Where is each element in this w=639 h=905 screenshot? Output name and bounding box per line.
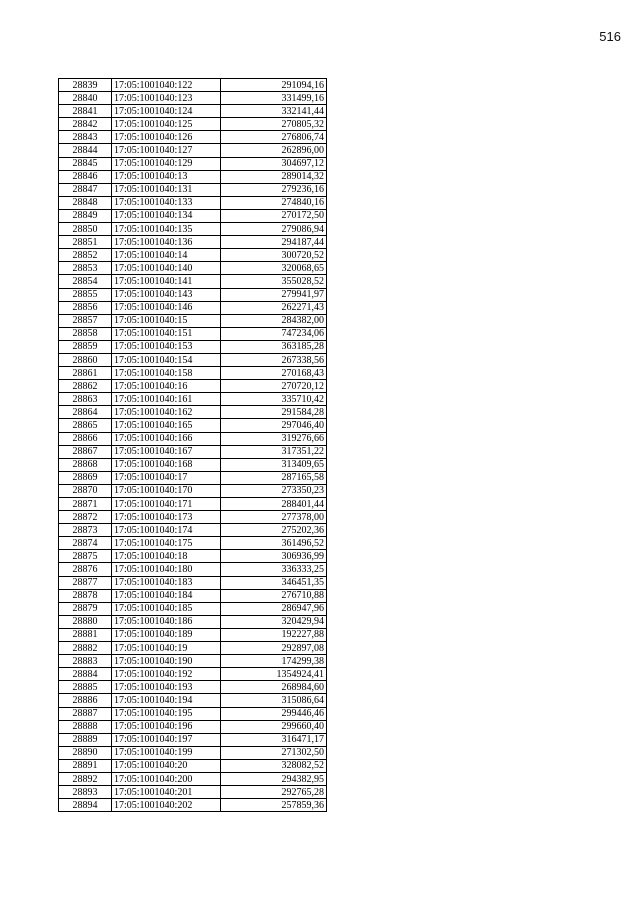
value-cell: 279236,16 bbox=[221, 183, 327, 196]
table-row bbox=[59, 668, 327, 681]
table-row bbox=[59, 79, 327, 92]
value-cell: 284382,00 bbox=[221, 314, 327, 327]
row-id-cell: 28845 bbox=[59, 157, 112, 170]
cadastral-number-cell: 17:05:1001040:190 bbox=[112, 655, 221, 668]
table-row bbox=[59, 367, 327, 380]
cadastral-number-cell: 17:05:1001040:189 bbox=[112, 628, 221, 641]
value-cell: 319276,66 bbox=[221, 432, 327, 445]
value-cell: 288401,44 bbox=[221, 498, 327, 511]
cadastral-number-cell: 17:05:1001040:136 bbox=[112, 236, 221, 249]
row-id-cell: 28875 bbox=[59, 550, 112, 563]
row-id-cell: 28866 bbox=[59, 432, 112, 445]
value-cell: 346451,35 bbox=[221, 576, 327, 589]
table-row bbox=[59, 393, 327, 406]
table-row bbox=[59, 262, 327, 275]
cadastral-number-cell: 17:05:1001040:167 bbox=[112, 445, 221, 458]
cadastral-number-cell: 17:05:1001040:140 bbox=[112, 262, 221, 275]
table-row bbox=[59, 419, 327, 432]
row-id-cell: 28861 bbox=[59, 367, 112, 380]
cadastral-number-cell: 17:05:1001040:171 bbox=[112, 498, 221, 511]
table-row bbox=[59, 484, 327, 497]
value-cell: 267338,56 bbox=[221, 353, 327, 366]
row-id-cell: 28865 bbox=[59, 419, 112, 432]
value-cell: 355028,52 bbox=[221, 275, 327, 288]
row-id-cell: 28850 bbox=[59, 223, 112, 236]
table-row bbox=[59, 249, 327, 262]
cadastral-number-cell: 17:05:1001040:196 bbox=[112, 720, 221, 733]
row-id-cell: 28891 bbox=[59, 759, 112, 772]
cadastral-number-cell: 17:05:1001040:18 bbox=[112, 550, 221, 563]
row-id-cell: 28869 bbox=[59, 471, 112, 484]
row-id-cell: 28854 bbox=[59, 275, 112, 288]
row-id-cell: 28871 bbox=[59, 498, 112, 511]
cadastral-number-cell: 17:05:1001040:13 bbox=[112, 170, 221, 183]
cadastral-number-cell: 17:05:1001040:134 bbox=[112, 209, 221, 222]
cadastral-number-cell: 17:05:1001040:195 bbox=[112, 707, 221, 720]
table-row bbox=[59, 340, 327, 353]
value-cell: 328082,52 bbox=[221, 759, 327, 772]
value-cell: 275202,36 bbox=[221, 524, 327, 537]
value-cell: 336333,25 bbox=[221, 563, 327, 576]
table-row bbox=[59, 196, 327, 209]
table-row bbox=[59, 786, 327, 799]
table-row bbox=[59, 275, 327, 288]
table-row bbox=[59, 236, 327, 249]
cadastral-number-cell: 17:05:1001040:201 bbox=[112, 786, 221, 799]
table-row bbox=[59, 524, 327, 537]
value-cell: 289014,32 bbox=[221, 170, 327, 183]
table-row bbox=[59, 183, 327, 196]
value-cell: 299446,46 bbox=[221, 707, 327, 720]
row-id-cell: 28857 bbox=[59, 314, 112, 327]
value-cell: 313409,65 bbox=[221, 458, 327, 471]
table-row bbox=[59, 327, 327, 340]
row-id-cell: 28888 bbox=[59, 720, 112, 733]
table-row bbox=[59, 223, 327, 236]
value-cell: 279941,97 bbox=[221, 288, 327, 301]
value-cell: 320429,94 bbox=[221, 615, 327, 628]
cadastral-number-cell: 17:05:1001040:123 bbox=[112, 92, 221, 105]
row-id-cell: 28886 bbox=[59, 694, 112, 707]
cadastral-number-cell: 17:05:1001040:180 bbox=[112, 563, 221, 576]
value-cell: 270805,32 bbox=[221, 118, 327, 131]
table-row bbox=[59, 458, 327, 471]
value-cell: 335710,42 bbox=[221, 393, 327, 406]
table-row bbox=[59, 445, 327, 458]
cadastral-number-cell: 17:05:1001040:174 bbox=[112, 524, 221, 537]
row-id-cell: 28860 bbox=[59, 353, 112, 366]
cadastral-number-cell: 17:05:1001040:125 bbox=[112, 118, 221, 131]
cadastral-number-cell: 17:05:1001040:185 bbox=[112, 602, 221, 615]
value-cell: 361496,52 bbox=[221, 537, 327, 550]
cadastral-number-cell: 17:05:1001040:194 bbox=[112, 694, 221, 707]
value-cell: 294382,95 bbox=[221, 772, 327, 785]
cadastral-number-cell: 17:05:1001040:153 bbox=[112, 340, 221, 353]
cadastral-number-cell: 17:05:1001040:175 bbox=[112, 537, 221, 550]
cadastral-number-cell: 17:05:1001040:158 bbox=[112, 367, 221, 380]
value-cell: 262896,00 bbox=[221, 144, 327, 157]
value-cell: 292765,28 bbox=[221, 786, 327, 799]
cadastral-number-cell: 17:05:1001040:141 bbox=[112, 275, 221, 288]
row-id-cell: 28844 bbox=[59, 144, 112, 157]
table-row bbox=[59, 118, 327, 131]
value-cell: 271302,50 bbox=[221, 746, 327, 759]
value-cell: 286947,96 bbox=[221, 602, 327, 615]
row-id-cell: 28841 bbox=[59, 105, 112, 118]
row-id-cell: 28894 bbox=[59, 799, 112, 812]
row-id-cell: 28867 bbox=[59, 445, 112, 458]
value-cell: 276806,74 bbox=[221, 131, 327, 144]
cadastral-number-cell: 17:05:1001040:199 bbox=[112, 746, 221, 759]
row-id-cell: 28877 bbox=[59, 576, 112, 589]
value-cell: 363185,28 bbox=[221, 340, 327, 353]
value-cell: 1354924,41 bbox=[221, 668, 327, 681]
value-cell: 291584,28 bbox=[221, 406, 327, 419]
value-cell: 279086,94 bbox=[221, 223, 327, 236]
table-row bbox=[59, 406, 327, 419]
row-id-cell: 28842 bbox=[59, 118, 112, 131]
row-id-cell: 28889 bbox=[59, 733, 112, 746]
value-cell: 747234,06 bbox=[221, 327, 327, 340]
table-body bbox=[59, 79, 327, 812]
table-row bbox=[59, 105, 327, 118]
cadastral-number-cell: 17:05:1001040:151 bbox=[112, 327, 221, 340]
table-row bbox=[59, 720, 327, 733]
table-row bbox=[59, 170, 327, 183]
cadastral-number-cell: 17:05:1001040:15 bbox=[112, 314, 221, 327]
value-cell: 277378,00 bbox=[221, 511, 327, 524]
table-row bbox=[59, 550, 327, 563]
cadastral-number-cell: 17:05:1001040:154 bbox=[112, 353, 221, 366]
row-id-cell: 28885 bbox=[59, 681, 112, 694]
cadastral-number-cell: 17:05:1001040:168 bbox=[112, 458, 221, 471]
cadastral-number-cell: 17:05:1001040:133 bbox=[112, 196, 221, 209]
cadastral-number-cell: 17:05:1001040:165 bbox=[112, 419, 221, 432]
row-id-cell: 28864 bbox=[59, 406, 112, 419]
value-cell: 291094,16 bbox=[221, 79, 327, 92]
value-cell: 262271,43 bbox=[221, 301, 327, 314]
value-cell: 331499,16 bbox=[221, 92, 327, 105]
value-cell: 257859,36 bbox=[221, 799, 327, 812]
row-id-cell: 28847 bbox=[59, 183, 112, 196]
table-row bbox=[59, 642, 327, 655]
value-cell: 292897,08 bbox=[221, 642, 327, 655]
row-id-cell: 28883 bbox=[59, 655, 112, 668]
cadastral-number-cell: 17:05:1001040:131 bbox=[112, 183, 221, 196]
row-id-cell: 28852 bbox=[59, 249, 112, 262]
cadastral-number-cell: 17:05:1001040:186 bbox=[112, 615, 221, 628]
row-id-cell: 28858 bbox=[59, 327, 112, 340]
row-id-cell: 28878 bbox=[59, 589, 112, 602]
table-row bbox=[59, 746, 327, 759]
cadastral-number-cell: 17:05:1001040:143 bbox=[112, 288, 221, 301]
table-row bbox=[59, 759, 327, 772]
cadastral-number-cell: 17:05:1001040:162 bbox=[112, 406, 221, 419]
row-id-cell: 28859 bbox=[59, 340, 112, 353]
cadastral-number-cell: 17:05:1001040:19 bbox=[112, 642, 221, 655]
table-row bbox=[59, 733, 327, 746]
value-cell: 304697,12 bbox=[221, 157, 327, 170]
value-cell: 287165,58 bbox=[221, 471, 327, 484]
row-id-cell: 28876 bbox=[59, 563, 112, 576]
table-row bbox=[59, 655, 327, 668]
value-cell: 306936,99 bbox=[221, 550, 327, 563]
row-id-cell: 28880 bbox=[59, 615, 112, 628]
value-cell: 273350,23 bbox=[221, 484, 327, 497]
table-row bbox=[59, 589, 327, 602]
value-cell: 320068,65 bbox=[221, 262, 327, 275]
value-cell: 297046,40 bbox=[221, 419, 327, 432]
cadastral-number-cell: 17:05:1001040:146 bbox=[112, 301, 221, 314]
value-cell: 270172,50 bbox=[221, 209, 327, 222]
row-id-cell: 28879 bbox=[59, 602, 112, 615]
value-cell: 294187,44 bbox=[221, 236, 327, 249]
value-cell: 300720,52 bbox=[221, 249, 327, 262]
cadastral-number-cell: 17:05:1001040:202 bbox=[112, 799, 221, 812]
row-id-cell: 28839 bbox=[59, 79, 112, 92]
table-row bbox=[59, 92, 327, 105]
row-id-cell: 28872 bbox=[59, 511, 112, 524]
value-cell: 317351,22 bbox=[221, 445, 327, 458]
table-row bbox=[59, 314, 327, 327]
row-id-cell: 28881 bbox=[59, 628, 112, 641]
cadastral-number-cell: 17:05:1001040:17 bbox=[112, 471, 221, 484]
data-table bbox=[58, 78, 327, 812]
cadastral-number-cell: 17:05:1001040:14 bbox=[112, 249, 221, 262]
cadastral-number-cell: 17:05:1001040:20 bbox=[112, 759, 221, 772]
row-id-cell: 28893 bbox=[59, 786, 112, 799]
table-row bbox=[59, 602, 327, 615]
cadastral-number-cell: 17:05:1001040:193 bbox=[112, 681, 221, 694]
cadastral-number-cell: 17:05:1001040:161 bbox=[112, 393, 221, 406]
value-cell: 299660,40 bbox=[221, 720, 327, 733]
value-cell: 315086,64 bbox=[221, 694, 327, 707]
cadastral-number-cell: 17:05:1001040:16 bbox=[112, 380, 221, 393]
table-row bbox=[59, 131, 327, 144]
table-row bbox=[59, 576, 327, 589]
row-id-cell: 28846 bbox=[59, 170, 112, 183]
row-id-cell: 28887 bbox=[59, 707, 112, 720]
cadastral-number-cell: 17:05:1001040:170 bbox=[112, 484, 221, 497]
value-cell: 316471,17 bbox=[221, 733, 327, 746]
table-row bbox=[59, 537, 327, 550]
row-id-cell: 28856 bbox=[59, 301, 112, 314]
table-row bbox=[59, 498, 327, 511]
row-id-cell: 28853 bbox=[59, 262, 112, 275]
cadastral-number-cell: 17:05:1001040:124 bbox=[112, 105, 221, 118]
cadastral-number-cell: 17:05:1001040:127 bbox=[112, 144, 221, 157]
cadastral-number-cell: 17:05:1001040:166 bbox=[112, 432, 221, 445]
table-row bbox=[59, 681, 327, 694]
row-id-cell: 28848 bbox=[59, 196, 112, 209]
table-row bbox=[59, 144, 327, 157]
table-row bbox=[59, 563, 327, 576]
cadastral-number-cell: 17:05:1001040:183 bbox=[112, 576, 221, 589]
table-row bbox=[59, 157, 327, 170]
value-cell: 192227,88 bbox=[221, 628, 327, 641]
table-row bbox=[59, 772, 327, 785]
row-id-cell: 28884 bbox=[59, 668, 112, 681]
row-id-cell: 28855 bbox=[59, 288, 112, 301]
row-id-cell: 28882 bbox=[59, 642, 112, 655]
cadastral-number-cell: 17:05:1001040:184 bbox=[112, 589, 221, 602]
value-cell: 274840,16 bbox=[221, 196, 327, 209]
table-row bbox=[59, 301, 327, 314]
table-row bbox=[59, 471, 327, 484]
cadastral-number-cell: 17:05:1001040:192 bbox=[112, 668, 221, 681]
table-row bbox=[59, 707, 327, 720]
table-row bbox=[59, 799, 327, 812]
cadastral-number-cell: 17:05:1001040:173 bbox=[112, 511, 221, 524]
row-id-cell: 28843 bbox=[59, 131, 112, 144]
table-row bbox=[59, 628, 327, 641]
cadastral-number-cell: 17:05:1001040:197 bbox=[112, 733, 221, 746]
row-id-cell: 28873 bbox=[59, 524, 112, 537]
table-row bbox=[59, 380, 327, 393]
row-id-cell: 28849 bbox=[59, 209, 112, 222]
page-number: 516 bbox=[599, 29, 621, 44]
row-id-cell: 28862 bbox=[59, 380, 112, 393]
row-id-cell: 28840 bbox=[59, 92, 112, 105]
row-id-cell: 28863 bbox=[59, 393, 112, 406]
value-cell: 276710,88 bbox=[221, 589, 327, 602]
value-cell: 332141,44 bbox=[221, 105, 327, 118]
cadastral-number-cell: 17:05:1001040:122 bbox=[112, 79, 221, 92]
value-cell: 270168,43 bbox=[221, 367, 327, 380]
row-id-cell: 28890 bbox=[59, 746, 112, 759]
row-id-cell: 28870 bbox=[59, 484, 112, 497]
table-row bbox=[59, 511, 327, 524]
table-row bbox=[59, 353, 327, 366]
row-id-cell: 28868 bbox=[59, 458, 112, 471]
table-row bbox=[59, 288, 327, 301]
cadastral-number-cell: 17:05:1001040:135 bbox=[112, 223, 221, 236]
row-id-cell: 28874 bbox=[59, 537, 112, 550]
cadastral-number-cell: 17:05:1001040:200 bbox=[112, 772, 221, 785]
cadastral-number-cell: 17:05:1001040:129 bbox=[112, 157, 221, 170]
value-cell: 174299,38 bbox=[221, 655, 327, 668]
value-cell: 268984,60 bbox=[221, 681, 327, 694]
value-cell: 270720,12 bbox=[221, 380, 327, 393]
cadastral-number-cell: 17:05:1001040:126 bbox=[112, 131, 221, 144]
row-id-cell: 28851 bbox=[59, 236, 112, 249]
table-row bbox=[59, 209, 327, 222]
table-row bbox=[59, 432, 327, 445]
row-id-cell: 28892 bbox=[59, 772, 112, 785]
table-row bbox=[59, 694, 327, 707]
table-row bbox=[59, 615, 327, 628]
